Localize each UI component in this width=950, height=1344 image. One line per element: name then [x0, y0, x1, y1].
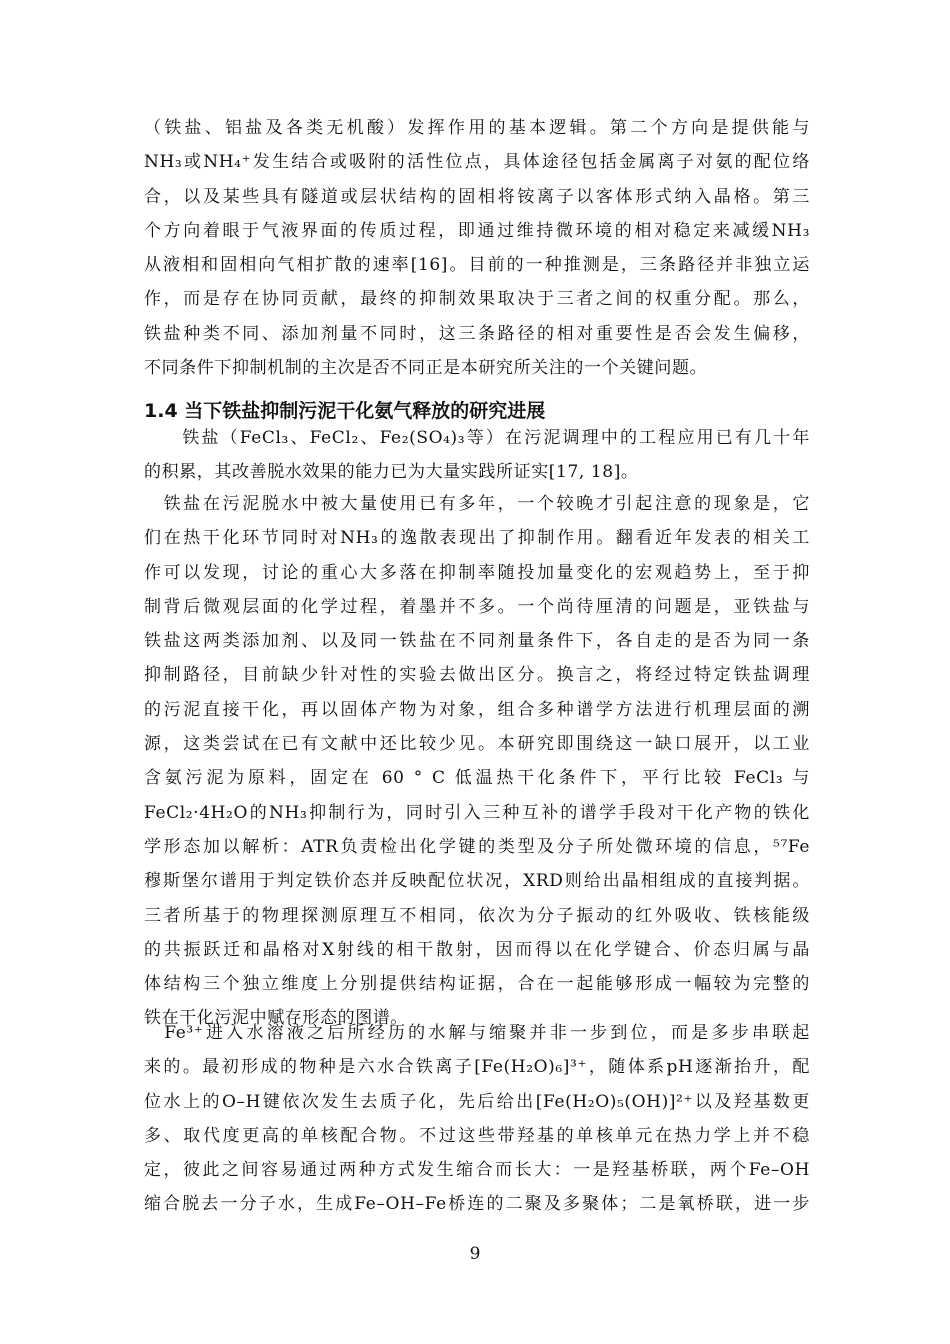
text-line: 学形态加以解析：ATR负责检出化学键的类型及分子所处微环境的信息，⁵⁷Fe [144, 836, 810, 857]
text-line: FeCl₂·4H₂O的NH₃抑制行为，同时引入三种互补的谱学手段对干化产物的铁化 [144, 802, 810, 823]
text-line: 的污泥直接干化，再以固体产物为对象，组合多种谱学方法进行机理层面的溯 [144, 699, 810, 720]
text-line: 作，而是存在协同贡献，最终的抑制效果取决于三者之间的权重分配。那么， [144, 289, 810, 310]
text-line: NH₃或NH₄⁺发生结合或吸附的活性位点，具体途径包括金属离子对氨的配位络 [144, 152, 810, 173]
text-line: 位水上的O–H键依次发生去质子化，先后给出[Fe(H₂O)₅(OH)]²⁺以及羟基数更 [144, 1091, 810, 1112]
text-line: 三者所基于的物理探测原理互不相同，依次为分子振动的红外吸收、铁核能级 [144, 905, 810, 926]
text-line: 穆斯堡尔谱用于判定铁价态并反映配位状况，XRD则给出晶相组成的直接判据。 [144, 871, 810, 892]
text-line: 铁在干化污泥中赋存形态的图谱。 [144, 1008, 408, 1029]
page-number: 9 [469, 1244, 481, 1264]
text-line: 制背后微观层面的化学过程，着墨并不多。一个尚待厘清的问题是，亚铁盐与 [144, 596, 810, 617]
text-line: 的共振跃迁和晶格对X射线的相干散射，因而得以在化学键合、价态归属与晶 [144, 939, 810, 960]
section-heading-1-4: 1.4 当下铁盐抑制污泥干化氨气释放的研究进展 [144, 400, 546, 422]
text-line: 抑制路径，目前缺少针对性的实验去做出区分。换言之，将经过特定铁盐调理 [144, 665, 810, 686]
paragraph-iron-salt-intro [144, 421, 810, 490]
paragraph-research-gap [144, 487, 810, 1036]
text-line: 来的。最初形成的物种是六水合铁离子[Fe(H₂O)₆]³⁺，随体系pH逐渐抬升，配 [144, 1057, 810, 1078]
text-line: Fe³⁺进入水溶液之后所经历的水解与缩聚并非一步到位，而是多步串联起 [144, 1023, 810, 1043]
text-line: 源，这类尝试在已有文献中还比较少见。本研究即围绕这一缺口展开，以工业 [144, 734, 810, 755]
text-line: 个方向着眼于气液界面的传质过程，即通过维持微环境的相对稳定来减缓NH₃ [144, 220, 810, 241]
paragraph-fe3-hydrolysis [144, 1016, 810, 1222]
text-line: 合，以及某些具有隧道或层状结构的固相将铵离子以客体形式纳入晶格。第三 [144, 186, 810, 207]
paragraph-mechanism-pathways [144, 111, 810, 385]
text-line: 铁盐这两类添加剂、以及同一铁盐在不同剂量条件下，各自走的是否为同一条 [144, 631, 810, 652]
text-line: 含氨污泥为原料，固定在 60 ° C 低温热干化条件下，平行比较 FeCl₃ 与 [144, 768, 810, 789]
text-line: 定，彼此之间容易通过两种方式发生缩合而长大：一是羟基桥联，两个Fe–OH [144, 1160, 810, 1181]
text-line: 多、取代度更高的单核配合物。不过这些带羟基的单核单元在热力学上并不稳 [144, 1125, 810, 1146]
text-line: （铁盐、铝盐及各类无机酸）发挥作用的基本逻辑。第二个方向是提供能与 [144, 118, 810, 138]
text-line: 铁盐种类不同、添加剂量不同时，这三条路径的相对重要性是否会发生偏移， [144, 323, 810, 344]
text-line: 铁盐（FeCl₃、FeCl₂、Fe₂(SO₄)₃等）在污泥调理中的工程应用已有几十年 [144, 428, 810, 448]
text-line: 们在热干化环节同时对NH₃的逸散表现出了抑制作用。翻看近年发表的相关工 [144, 528, 810, 549]
text-line: 从液相和固相向气相扩散的速率[16]。目前的一种推测是，三条路径并非独立运 [144, 255, 810, 276]
text-line: 铁盐在污泥脱水中被大量使用已有多年，一个较晚才引起注意的现象是，它 [144, 494, 810, 514]
text-line: 不同条件下抑制机制的主次是否不同正是本研究所关注的一个关键问题。 [144, 358, 708, 379]
text-line: 的积累，其改善脱水效果的能力已为大量实践所证实[17, 18]。 [144, 462, 639, 483]
text-line: 作可以发现，讨论的重心大多落在抑制率随投加量变化的宏观趋势上，至于抑 [144, 562, 810, 583]
text-line: 缩合脱去一分子水，生成Fe–OH–Fe桥连的二聚及多聚体；二是氧桥联，进一步 [144, 1194, 810, 1215]
text-line: 体结构三个独立维度上分别提供结构证据，合在一起能够形成一幅较为完整的 [144, 974, 810, 995]
